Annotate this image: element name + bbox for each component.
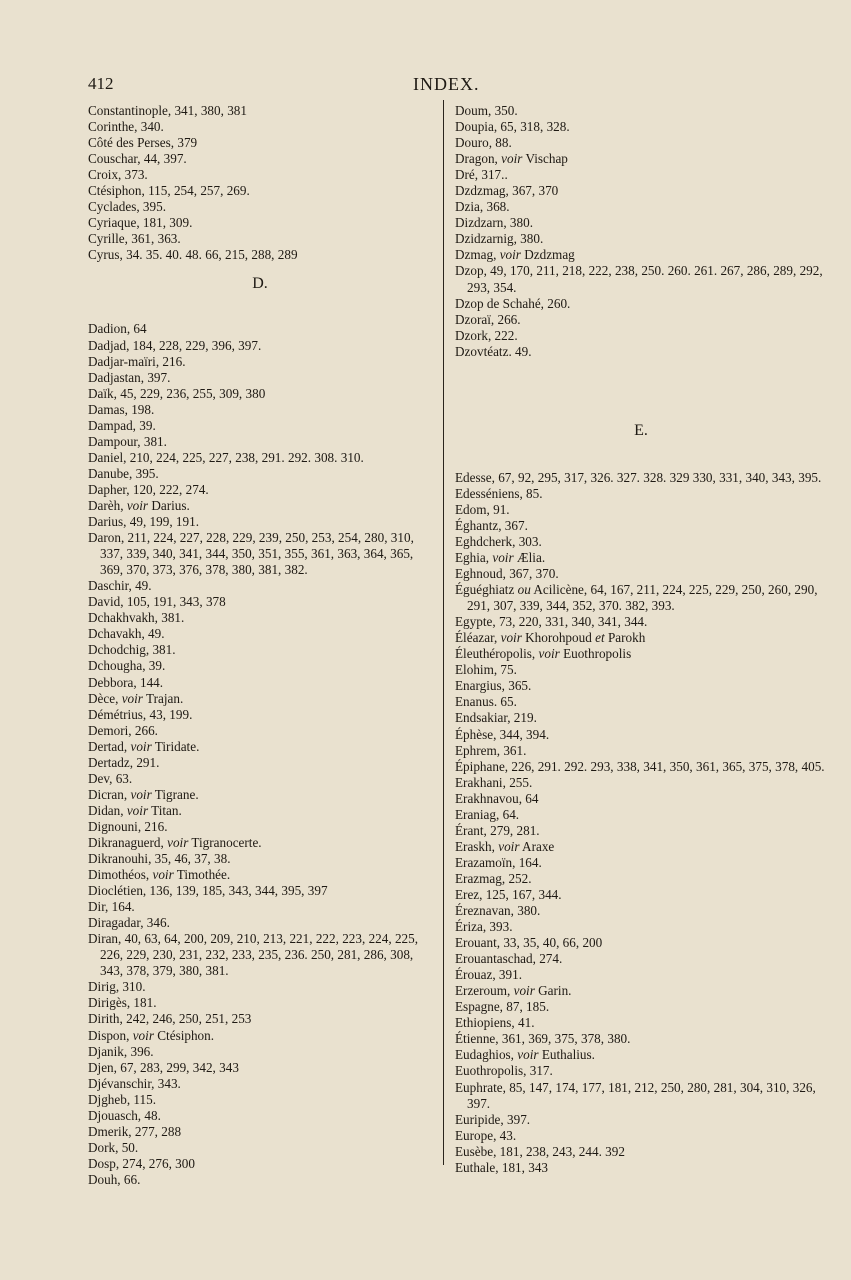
index-entry: Éguéghiatz ou Acilicène, 64, 167, 211, 224, 225, 229, 250, 260, 290, 291, 307, 339, 344, 352, 370. 382, 393. xyxy=(455,582,818,614)
index-entry: Éleuthéropolis, voir Euothropolis xyxy=(455,646,632,662)
index-entry: Euothropolis, 317. xyxy=(455,1063,553,1079)
section-letter-d: D. xyxy=(252,275,268,293)
index-entry: Dzovtéatz. 49. xyxy=(455,343,532,359)
index-entry: Dadjastan, 397. xyxy=(88,369,171,385)
index-entry: Euthale, 181, 343 xyxy=(455,1159,549,1175)
index-entry: Dirigès, 181. xyxy=(88,995,157,1011)
index-entry: Dchougha, 39. xyxy=(88,658,166,674)
index-entry: Éléazar, voir Khorohpoud et Parokh xyxy=(455,630,646,646)
index-entry: Dirig, 310. xyxy=(88,979,146,995)
index-entry: Dimothéos, voir Timothée. xyxy=(88,867,231,883)
index-entry: Darius, 49, 199, 191. xyxy=(88,514,199,530)
index-entry: Doupia, 65, 318, 328. xyxy=(455,119,570,135)
index-entry: Dzidzarnig, 380. xyxy=(455,231,544,247)
index-entry: Dchavakh, 49. xyxy=(88,626,165,642)
index-entry: Dork, 50. xyxy=(88,1139,139,1155)
index-entry: Dmerik, 277, 288 xyxy=(88,1123,182,1139)
index-entry: Cyrille, 361, 363. xyxy=(88,231,181,247)
index-entry: Dioclétien, 136, 139, 185, 343, 344, 395, 397 xyxy=(88,883,328,899)
index-entry: Enargius, 365. xyxy=(455,678,532,694)
index-entry: Erazamoïn, 164. xyxy=(455,854,542,870)
index-entry: Euphrate, 85, 147, 174, 177, 181, 212, 250, 280, 281, 304, 310, 326, 397. xyxy=(455,1079,816,1111)
left-column xyxy=(88,103,432,1188)
index-entry: Dzork, 222. xyxy=(455,327,518,343)
page-title: INDEX. xyxy=(413,74,480,94)
index-entry: Dzmag, voir Dzdzmag xyxy=(455,247,575,263)
index-entry: Dapher, 120, 222, 274. xyxy=(88,481,209,497)
index-entry: Corinthe, 340. xyxy=(88,119,164,135)
index-entry: Érant, 279, 281. xyxy=(455,822,540,838)
index-entry: Endsakiar, 219. xyxy=(455,710,537,726)
index-entry: Edom, 91. xyxy=(455,501,510,517)
index-entry: Euripide, 397. xyxy=(455,1111,531,1127)
index-entry: Demori, 266. xyxy=(88,722,158,738)
index-entry: Dertadz, 291. xyxy=(88,754,160,770)
column-divider xyxy=(443,100,444,1165)
index-entry: Ériza, 393. xyxy=(455,919,513,935)
index-entry: Europe, 43. xyxy=(455,1127,517,1143)
index-entry: Dispon, voir Ctésiphon. xyxy=(88,1027,215,1043)
index-entry: Daniel, 210, 224, 225, 227, 238, 291. 292. 308. 310. xyxy=(88,449,364,465)
index-entry: Darèh, voir Darius. xyxy=(88,497,190,513)
index-entry: Dchakhvakh, 381. xyxy=(88,610,185,626)
index-entry: Éreznavan, 380. xyxy=(455,903,541,919)
index-entry: Erakhani, 255. xyxy=(455,774,533,790)
index-entry: Egypte, 73, 220, 331, 340, 341, 344. xyxy=(455,614,648,630)
index-entry: Cyrus, 34. 35. 40. 48. 66, 215, 288, 289 xyxy=(88,247,298,263)
index-entry: Diran, 40, 63, 64, 200, 209, 210, 213, 221, 222, 223, 224, 225, 226, 229, 230, 231, 232, 233, 235, 236. 250, 281, 286, 308, 343, 378, 379, 380, 381. xyxy=(88,931,419,979)
index-entry: Dir, 164. xyxy=(88,899,135,915)
index-entry: Dzop, 49, 170, 211, 218, 222, 238, 250. 260. 261. 267, 286, 289, 292, 293, 354. xyxy=(455,263,823,295)
index-entry: Dzoraï, 266. xyxy=(455,311,521,327)
index-entry: Erouantaschad, 274. xyxy=(455,951,563,967)
index-entry: Dev, 63. xyxy=(88,770,133,786)
index-entry: Danube, 395. xyxy=(88,465,159,481)
index-entry: Erazmag, 252. xyxy=(455,870,532,886)
index-entry: Couschar, 44, 397. xyxy=(88,151,187,167)
index-entry: Ctésiphon, 115, 254, 257, 269. xyxy=(88,183,250,199)
index-entry: Dragon, voir Vischap xyxy=(455,151,568,167)
index-entry: David, 105, 191, 343, 378 xyxy=(88,594,226,610)
page-number: 412 xyxy=(88,74,114,93)
index-entry: Daïk, 45, 229, 236, 255, 309, 380 xyxy=(88,385,266,401)
index-entry: Démétrius, 43, 199. xyxy=(88,706,193,722)
index-entry: Djen, 67, 283, 299, 342, 343 xyxy=(88,1059,239,1075)
index-entry: Elohim, 75. xyxy=(455,662,517,678)
index-entry: Eghnoud, 367, 370. xyxy=(455,566,559,582)
index-entry: Djouasch, 48. xyxy=(88,1107,161,1123)
index-entry: Cyclades, 395. xyxy=(88,199,167,215)
index-entry: Épiphane, 226, 291. 292. 293, 338, 341, 350, 361, 365, 375, 378, 405. xyxy=(455,758,825,774)
index-entry: Diragadar, 346. xyxy=(88,915,170,931)
index-entry: Constantinople, 341, 380, 381 xyxy=(88,103,247,118)
index-entry: Djgheb, 115. xyxy=(88,1091,157,1107)
index-entry: Dchodchig, 381. xyxy=(88,642,176,658)
index-entry: Dré, 317.. xyxy=(455,167,508,183)
index-entry: Étienne, 361, 369, 375, 378, 380. xyxy=(455,1031,631,1047)
index-entry: Dadjad, 184, 228, 229, 396, 397. xyxy=(88,337,262,353)
index-entry: Daschir, 49. xyxy=(88,578,152,594)
index-entry: Eusèbe, 181, 238, 243, 244. 392 xyxy=(455,1143,625,1159)
index-entry: Douh, 66. xyxy=(88,1171,141,1187)
index-entry: Dikranaguerd, voir Tigranocerte. xyxy=(88,834,262,850)
index-entry: Eraskh, voir Araxe xyxy=(455,838,555,854)
index-entry: Doum, 350. xyxy=(455,103,518,118)
index-entry: Damas, 198. xyxy=(88,401,155,417)
right-column xyxy=(455,103,827,1176)
index-entry: Dizdzarn, 380. xyxy=(455,215,533,231)
index-entry: Didan, voir Titan. xyxy=(88,802,182,818)
index-entry: Dadjar-maïri, 216. xyxy=(88,353,186,369)
index-entry: Djanik, 396. xyxy=(88,1043,154,1059)
index-entry: Erakhnavou, 64 xyxy=(455,790,539,806)
index-entry: Erez, 125, 167, 344. xyxy=(455,886,562,902)
index-entry: Dzia, 368. xyxy=(455,199,510,215)
index-entry: Dadion, 64 xyxy=(88,321,147,337)
index-entry: Ethiopiens, 41. xyxy=(455,1015,535,1031)
index-entry: Eraniag, 64. xyxy=(455,806,520,822)
index-entry: Daron, 211, 224, 227, 228, 229, 239, 250, 253, 254, 280, 310, 337, 339, 340, 341, 344, 350, 351, 355, 361, 363, 364, 365, 369, 370, 373, 376, 378, 380, 381, 382. xyxy=(88,530,414,578)
index-entry: Croix, 373. xyxy=(88,167,148,183)
index-entry: Côté des Perses, 379 xyxy=(88,135,198,151)
index-entry: Djévanschir, 343. xyxy=(88,1075,181,1091)
index-entry: Érouaz, 391. xyxy=(455,967,523,983)
index-entry: Dosp, 274, 276, 300 xyxy=(88,1155,195,1171)
index-entry: Dzdzmag, 367, 370 xyxy=(455,183,559,199)
section-letter-e: E. xyxy=(634,421,648,439)
index-entry: Éphèse, 344, 394. xyxy=(455,726,550,742)
index-entry: Éghantz, 367. xyxy=(455,517,528,533)
index-entry: Eudaghios, voir Euthalius. xyxy=(455,1047,595,1063)
index-entry: Erouant, 33, 35, 40, 66, 200 xyxy=(455,935,603,951)
index-entry: Dampour, 381. xyxy=(88,433,167,449)
index-entry: Douro, 88. xyxy=(455,135,512,151)
index-entry: Debbora, 144. xyxy=(88,674,164,690)
index-entry: Edesséniens, 85. xyxy=(455,485,543,501)
index-entry: Eghia, voir Ælia. xyxy=(455,549,546,565)
index-entry: Ephrem, 361. xyxy=(455,742,527,758)
index-entry: Edesse, 67, 92, 295, 317, 326. 327. 328. 329 330, 331, 340, 343, 395. xyxy=(455,469,822,485)
index-entry: Eghdcherk, 303. xyxy=(455,533,542,549)
index-entry: Enanus. 65. xyxy=(455,694,517,710)
index-entry: Dicran, voir Tigrane. xyxy=(88,786,199,802)
index-entry: Espagne, 87, 185. xyxy=(455,999,550,1015)
index-entry: Dertad, voir Tiridate. xyxy=(88,738,200,754)
index-entry: Dampad, 39. xyxy=(88,417,156,433)
index-entry: Dirith, 242, 246, 250, 251, 253 xyxy=(88,1011,252,1027)
index-entry: Dikranouhi, 35, 46, 37, 38. xyxy=(88,851,231,867)
index-entry: Erzeroum, voir Garin. xyxy=(455,983,572,999)
index-entry: Dzop de Schahé, 260. xyxy=(455,295,571,311)
index-entry: Dèce, voir Trajan. xyxy=(88,690,184,706)
index-entry: Cyriaque, 181, 309. xyxy=(88,215,193,231)
index-entry: Dignouni, 216. xyxy=(88,818,168,834)
